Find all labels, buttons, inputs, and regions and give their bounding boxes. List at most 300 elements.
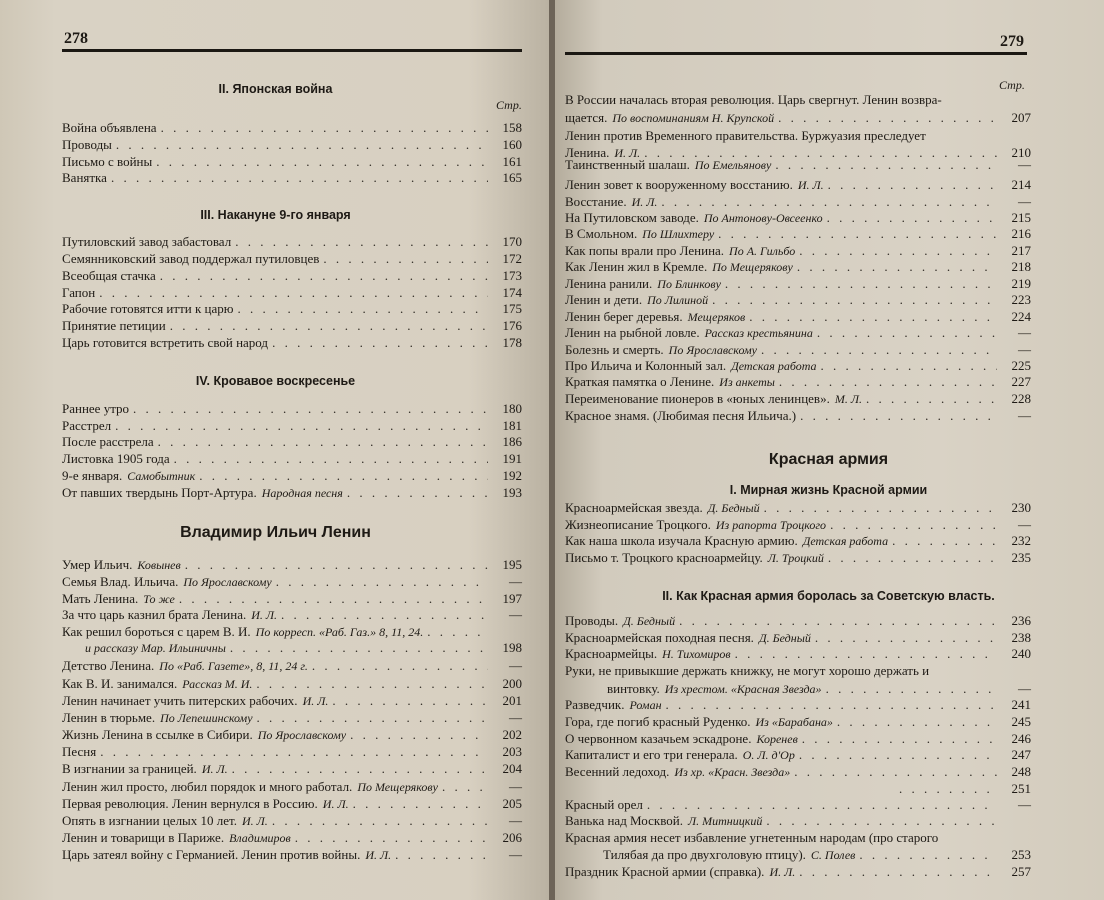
toc-entry xyxy=(62,847,522,863)
entry-title: Разведчик. xyxy=(565,697,625,712)
entry-title: Ленин на рыбной ловле. xyxy=(565,325,700,340)
entry-title: 9-е января. xyxy=(62,468,123,483)
toc-entry xyxy=(565,309,1031,325)
dot-leader xyxy=(161,120,488,135)
entry-author: По А. Гильбо xyxy=(729,244,796,258)
entry-page-number: 175 xyxy=(502,301,522,316)
entry-title: Ленина. xyxy=(565,145,610,160)
entry-title: Восстание. xyxy=(565,194,627,209)
page-number: 278 xyxy=(64,30,88,47)
dot-leader xyxy=(272,813,488,828)
entry-title: Первая революция. Ленин вернулся в Россию. xyxy=(62,796,318,811)
dot-leader xyxy=(828,550,997,565)
entry-title: В изгнании за границей. xyxy=(62,761,197,776)
entry-author: Самобытник xyxy=(127,469,196,483)
dot-leader xyxy=(826,681,997,696)
entry-author: По Лепешинскому xyxy=(160,711,253,725)
toc-entry-line xyxy=(565,128,926,143)
entry-title: Ленин зовет к вооруженному восстанию. xyxy=(565,177,793,192)
toc-entry xyxy=(62,744,522,760)
dot-leader xyxy=(272,335,488,350)
entry-author: Коренев xyxy=(756,732,798,746)
entry-author: И. Л. xyxy=(251,608,278,622)
entry-page-number: 218 xyxy=(1011,259,1031,274)
toc-entry xyxy=(895,781,1031,797)
entry-page-number: — xyxy=(1018,342,1031,357)
entry-title: Ленин берег деревья. xyxy=(565,309,683,324)
section-title: II. Японская война xyxy=(218,82,333,96)
entry-author: М. Л. xyxy=(834,392,862,406)
entry-author: Л. Троцкий xyxy=(767,551,824,565)
entry-page-number: 202 xyxy=(502,727,522,742)
entry-title: Расстрел xyxy=(62,418,112,433)
entry-page-number: 216 xyxy=(1011,226,1031,241)
dot-leader xyxy=(350,727,488,742)
entry-title: Ленин и товарищи в Париже. xyxy=(62,830,225,845)
entry-title: Детство Ленина. xyxy=(62,658,155,673)
dot-leader xyxy=(199,468,488,483)
entry-title: Переименование пионеров в «юных ленинцев». xyxy=(565,391,830,406)
dot-leader xyxy=(116,137,488,152)
dot-leader xyxy=(837,714,997,729)
entry-page-number: 207 xyxy=(1011,110,1031,125)
toc-entry xyxy=(565,358,1031,374)
entry-page-number: 227 xyxy=(1011,374,1031,389)
entry-page-number: 200 xyxy=(502,676,522,691)
toc-entry xyxy=(62,251,522,267)
entry-page-number: 210 xyxy=(1011,145,1031,160)
entry-author: По Ярославскому xyxy=(257,728,347,742)
dot-leader xyxy=(232,761,488,776)
dot-leader xyxy=(797,259,997,274)
entry-page-number: 238 xyxy=(1011,630,1031,645)
toc-entry xyxy=(565,797,1031,813)
entry-author: Из анкеты xyxy=(719,375,775,389)
toc-entry xyxy=(565,177,1031,193)
entry-page-number: 248 xyxy=(1011,764,1031,779)
entry-page-number: — xyxy=(1018,408,1031,423)
toc-entry xyxy=(565,292,1031,308)
dot-leader xyxy=(281,607,488,622)
entry-page-number: 195 xyxy=(502,557,522,572)
entry-title: В России началась вторая революция. Царь свергнут. Ленин возвра- xyxy=(565,92,942,107)
entry-title: Война объявлена xyxy=(62,120,157,135)
section-title: II. Как Красная армия боролась за Советскую власть. xyxy=(662,589,995,603)
entry-title: винтовку. xyxy=(607,681,660,696)
entry-page-number: 158 xyxy=(502,120,522,135)
entry-author: По воспоминаниям Н. Крупской xyxy=(612,111,775,125)
dot-leader xyxy=(442,779,488,794)
section-title: IV. Кровавое воскресенье xyxy=(195,374,356,388)
entry-title: Таинственный шалаш. xyxy=(565,157,690,172)
toc-entry xyxy=(565,630,1031,646)
entry-page-number: 178 xyxy=(502,335,522,350)
entry-title: Семянниковский завод поддержал путиловцев xyxy=(62,251,320,266)
entry-title: Проводы xyxy=(62,137,112,152)
entry-title: В Смольном. xyxy=(565,226,638,241)
dot-leader xyxy=(817,325,997,340)
entry-title: Красный орел xyxy=(565,797,643,812)
entry-title: Красноармейская звезда. xyxy=(565,500,703,515)
toc-entry xyxy=(62,591,522,607)
entry-author: Из хрестом. «Красная Звезда» xyxy=(664,682,822,696)
dot-leader xyxy=(794,764,997,779)
toc-entry xyxy=(80,640,522,656)
entry-author: По Мещерякову xyxy=(712,260,793,274)
dot-leader xyxy=(764,500,997,515)
toc-entry xyxy=(62,574,522,590)
toc-entry xyxy=(62,624,522,640)
dot-leader xyxy=(179,591,488,606)
entry-title: Тилябая да про двухголовую птицу). xyxy=(603,847,806,862)
entry-page-number: — xyxy=(509,813,522,828)
entry-page-number: 251 xyxy=(1011,781,1031,796)
entry-title: От павших твердынь Порт-Артура. xyxy=(62,485,257,500)
toc-entry xyxy=(62,285,522,301)
entry-title: Красная армия несет избавление угнетенным народам (про старого xyxy=(565,830,939,845)
toc-entry xyxy=(62,137,522,153)
toc-entry xyxy=(62,268,522,284)
entry-page-number: 241 xyxy=(1011,697,1031,712)
entry-author: О. Л. д'Ор xyxy=(742,748,795,762)
dot-leader xyxy=(830,517,997,532)
dot-leader xyxy=(866,391,997,406)
toc-entry xyxy=(565,110,1031,126)
entry-title: Ленина ранили. xyxy=(565,276,653,291)
toc-entry xyxy=(62,434,522,450)
toc-entry xyxy=(62,779,522,795)
entry-title: На Путиловском заводе. xyxy=(565,210,699,225)
entry-page-number: — xyxy=(509,710,522,725)
toc-entry xyxy=(565,731,1031,747)
toc-entry xyxy=(62,234,522,250)
entry-author: По «Раб. Газете», 8, 11, 24 г. xyxy=(159,659,308,673)
entry-page-number: — xyxy=(509,574,522,589)
entry-page-number: — xyxy=(509,847,522,862)
dot-leader xyxy=(800,408,997,423)
toc-entry xyxy=(565,697,1031,713)
entry-page-number: 240 xyxy=(1011,646,1031,661)
entry-title: Руки, не привыкшие держать книжку, не могут хорошо держать и xyxy=(565,663,930,678)
entry-page-number: — xyxy=(1018,194,1031,209)
dot-leader xyxy=(111,170,488,185)
entry-page-number: 235 xyxy=(1011,550,1031,565)
entry-title: Принятие петиции xyxy=(62,318,166,333)
entry-author: И. Л. xyxy=(201,762,228,776)
toc-entry xyxy=(62,318,522,334)
entry-title: Праздник Красной армии (справка). xyxy=(565,864,765,879)
entry-page-number: 193 xyxy=(502,485,522,500)
entry-page-number: 170 xyxy=(502,234,522,249)
toc-entry xyxy=(565,533,1031,549)
dot-leader xyxy=(100,744,488,759)
entry-title: Семья Влад. Ильича. xyxy=(62,574,179,589)
entry-author: Д. Бедный xyxy=(758,631,811,645)
entry-page-number: — xyxy=(1018,157,1031,172)
entry-page-number: 176 xyxy=(502,318,522,333)
toc-entry xyxy=(62,796,522,812)
dot-leader xyxy=(821,358,997,373)
header-rule xyxy=(565,52,1027,55)
entry-author: По Блинкову xyxy=(657,277,721,291)
entry-page-number: 228 xyxy=(1011,391,1031,406)
toc-entry xyxy=(565,517,1031,533)
entry-page-number: 204 xyxy=(502,761,522,776)
entry-title: Ленин в тюрьме. xyxy=(62,710,156,725)
section-title: III. Накануне 9-го января xyxy=(200,208,351,222)
entry-page-number: 225 xyxy=(1011,358,1031,373)
entry-page-number: — xyxy=(509,658,522,673)
entry-author: По Шлихтеру xyxy=(642,227,715,241)
dot-leader xyxy=(230,640,488,655)
entry-page-number: 215 xyxy=(1011,210,1031,225)
entry-author: И. Л. xyxy=(302,694,329,708)
toc-entry xyxy=(62,335,522,351)
entry-author: С. Полев xyxy=(810,848,856,862)
entry-author: Д. Бедный xyxy=(623,614,676,628)
dot-leader xyxy=(778,110,997,125)
dot-leader xyxy=(347,485,488,500)
entry-title: Весенний ледоход. xyxy=(565,764,670,779)
entry-page-number: 203 xyxy=(502,744,522,759)
entry-title: щается. xyxy=(565,110,608,125)
entry-page-number: 230 xyxy=(1011,500,1031,515)
toc-entry xyxy=(565,764,1031,780)
entry-title: Как В. И. занимался. xyxy=(62,676,178,691)
dot-leader xyxy=(749,309,997,324)
dot-leader xyxy=(276,574,488,589)
dot-leader xyxy=(712,292,997,307)
column-header-page: Стр. xyxy=(496,98,522,112)
entry-page-number: 245 xyxy=(1011,714,1031,729)
toc-entry xyxy=(565,325,1031,341)
entry-page-number: 191 xyxy=(502,451,522,466)
dot-leader xyxy=(766,813,997,828)
entry-author: Рассказ М. И. xyxy=(182,677,253,691)
entry-author: Мещеряков xyxy=(687,310,746,324)
dot-leader xyxy=(718,226,997,241)
dot-leader xyxy=(185,557,488,572)
entry-page-number: 246 xyxy=(1011,731,1031,746)
entry-author: По корресп. «Раб. Газ.» 8, 11, 24. xyxy=(255,625,424,639)
entry-page-number: — xyxy=(1018,797,1031,812)
entry-title: Красное знамя. (Любимая песня Ильича.) xyxy=(565,408,797,423)
toc-entry xyxy=(62,557,522,573)
toc-entry xyxy=(565,747,1031,763)
toc-entry xyxy=(62,710,522,726)
entry-author: Из хр. «Красн. Звезда» xyxy=(674,765,791,779)
entry-title: Ленин и дети. xyxy=(565,292,643,307)
entry-title: Ленин жил просто, любил порядок и много работал. xyxy=(62,779,353,794)
entry-author: И. Л. xyxy=(614,146,641,160)
dot-leader xyxy=(892,533,997,548)
entry-page-number: 253 xyxy=(1011,847,1031,862)
entry-author: И. Л. xyxy=(631,195,658,209)
entry-title: Письмо с войны xyxy=(62,154,153,169)
entry-author: По Емельянову xyxy=(694,158,772,172)
entry-title: О червонном казачьем эскадроне. xyxy=(565,731,752,746)
entry-author: По Антонову-Овсеенко xyxy=(703,211,823,225)
entry-title: Ленин начинает учить питерских рабочих. xyxy=(62,693,298,708)
dot-leader xyxy=(647,797,997,812)
dot-leader xyxy=(799,243,997,258)
entry-title: Опять в изгнании целых 10 лет. xyxy=(62,813,238,828)
column-header-page: Стр. xyxy=(999,78,1025,92)
entry-author: Народная песня xyxy=(261,486,343,500)
entry-author: Н. Тихомиров xyxy=(662,647,731,661)
toc-entry xyxy=(565,276,1031,292)
section-title: Владимир Ильич Ленин xyxy=(180,524,371,541)
toc-entry xyxy=(607,681,1031,697)
dot-leader xyxy=(235,234,488,249)
entry-page-number: 198 xyxy=(502,640,522,655)
entry-title: Мать Ленина. xyxy=(62,591,139,606)
entry-page-number: — xyxy=(509,779,522,794)
dot-leader xyxy=(761,342,997,357)
section-title: I. Мирная жизнь Красной армии xyxy=(729,483,928,497)
entry-page-number: 257 xyxy=(1011,864,1031,879)
entry-title: Как решил бороться с царем В. И. xyxy=(62,624,251,639)
entry-title: Ленин против Временного правительства. Буржуазия преследует xyxy=(565,128,926,143)
entry-author: И. Л. xyxy=(322,797,349,811)
entry-page-number: — xyxy=(1018,325,1031,340)
entry-author: И. Л. xyxy=(242,814,268,828)
dot-leader xyxy=(99,285,488,300)
entry-author: и рассказу Мар. Ильиничны xyxy=(85,641,226,655)
entry-author: Детская работа xyxy=(802,534,889,548)
entry-title: После расстрела xyxy=(62,434,154,449)
entry-page-number: 214 xyxy=(1011,177,1031,192)
dot-leader xyxy=(312,658,488,673)
entry-page-number: 174 xyxy=(502,285,522,300)
dot-leader xyxy=(427,624,488,639)
entry-page-number: — xyxy=(509,607,522,622)
dot-leader xyxy=(827,210,997,225)
entry-title: Красноармейская походная песня. xyxy=(565,630,754,645)
entry-author: И. Л. xyxy=(365,848,392,862)
toc-entry xyxy=(62,468,522,484)
entry-title: Капиталист и его три генерала. xyxy=(565,747,738,762)
entry-page-number: 161 xyxy=(502,154,522,169)
toc-entry xyxy=(565,864,1031,880)
toc-entry xyxy=(565,550,1031,566)
entry-author: Рассказ крестьянина xyxy=(704,326,813,340)
entry-author: Из «Барабана» xyxy=(755,715,833,729)
entry-author: По Мещерякову xyxy=(357,780,438,794)
toc-entry-line xyxy=(565,830,938,845)
entry-page-number: 192 xyxy=(502,468,522,483)
header-rule xyxy=(62,49,522,52)
toc-entry xyxy=(62,301,522,317)
entry-title: Раннее утро xyxy=(62,401,130,416)
entry-page-number: 165 xyxy=(502,170,522,185)
toc-entry xyxy=(62,418,522,434)
toc-entry xyxy=(565,194,1031,210)
dot-leader xyxy=(170,318,488,333)
entry-author: По Ярославскому xyxy=(668,343,757,357)
entry-author: Роман xyxy=(629,698,662,712)
dot-leader xyxy=(661,194,997,209)
toc-entry xyxy=(565,374,1031,390)
entry-title: Как наша школа изучала Красную армию. xyxy=(565,533,798,548)
entry-author: И. Л. xyxy=(769,865,796,879)
dot-leader xyxy=(735,646,997,661)
entry-page-number: 236 xyxy=(1011,613,1031,628)
toc-entry xyxy=(62,401,522,417)
entry-title: Гора, где погиб красный Руденко. xyxy=(565,714,751,729)
toc-entry xyxy=(565,210,1031,226)
entry-page-number: 172 xyxy=(502,251,522,266)
entry-title: Жизнеописание Троцкого. xyxy=(565,517,711,532)
toc-entry xyxy=(62,693,522,709)
dot-leader xyxy=(115,418,488,433)
right-page xyxy=(553,0,1104,900)
toc-entry xyxy=(565,157,1031,173)
entry-title: Царь готовится встретить свой народ xyxy=(62,335,269,350)
dot-leader xyxy=(815,630,997,645)
entry-page-number: 224 xyxy=(1011,309,1031,324)
toc-entry xyxy=(565,646,1031,662)
toc-entry xyxy=(62,727,522,743)
dot-leader xyxy=(158,434,488,449)
entry-title: Про Ильича и Колонный зал. xyxy=(565,358,727,373)
entry-title: Проводы. xyxy=(565,613,619,628)
toc-entry xyxy=(62,676,522,692)
dot-leader xyxy=(353,796,488,811)
toc-entry xyxy=(565,391,1031,407)
toc-entry xyxy=(62,451,522,467)
dot-leader xyxy=(859,847,997,862)
entry-title: Песня xyxy=(62,744,97,759)
dot-leader xyxy=(323,251,488,266)
entry-title: Путиловский завод забастовал xyxy=(62,234,232,249)
entry-author: По Лилиной xyxy=(647,293,709,307)
toc-entry xyxy=(62,830,522,846)
dot-leader xyxy=(802,731,997,746)
dot-leader xyxy=(395,847,488,862)
toc-entry xyxy=(603,847,1031,863)
toc-entry xyxy=(565,408,1031,424)
dot-leader xyxy=(679,613,997,628)
entry-page-number: 206 xyxy=(502,830,522,845)
toc-entry xyxy=(565,259,1031,275)
part-title: Красная армия xyxy=(768,451,889,468)
toc-entry xyxy=(62,813,522,829)
toc-entry xyxy=(62,120,522,136)
entry-title: Письмо т. Троцкого красноармейцу. xyxy=(565,550,763,565)
toc-entry xyxy=(62,607,522,623)
toc-entry xyxy=(565,500,1031,516)
entry-title: Красноармейцы. xyxy=(565,646,658,661)
dot-leader xyxy=(133,401,488,416)
toc-entry xyxy=(565,342,1031,358)
dot-leader xyxy=(899,781,997,796)
entry-title: Рабочие готовятся итти к царю xyxy=(62,301,234,316)
dot-leader xyxy=(295,830,488,845)
dot-leader xyxy=(799,747,997,762)
entry-page-number: 181 xyxy=(502,418,522,433)
entry-page-number: 217 xyxy=(1011,243,1031,258)
entry-title: Ванятка xyxy=(62,170,107,185)
left-page xyxy=(0,0,551,900)
entry-author: Владимиров xyxy=(229,831,291,845)
entry-title: Как Ленин жил в Кремле. xyxy=(565,259,708,274)
entry-page-number: 247 xyxy=(1011,747,1031,762)
dot-leader xyxy=(257,710,488,725)
toc-entry xyxy=(565,226,1031,242)
entry-author: И. Л. xyxy=(797,178,824,192)
toc-entry xyxy=(565,613,1031,629)
